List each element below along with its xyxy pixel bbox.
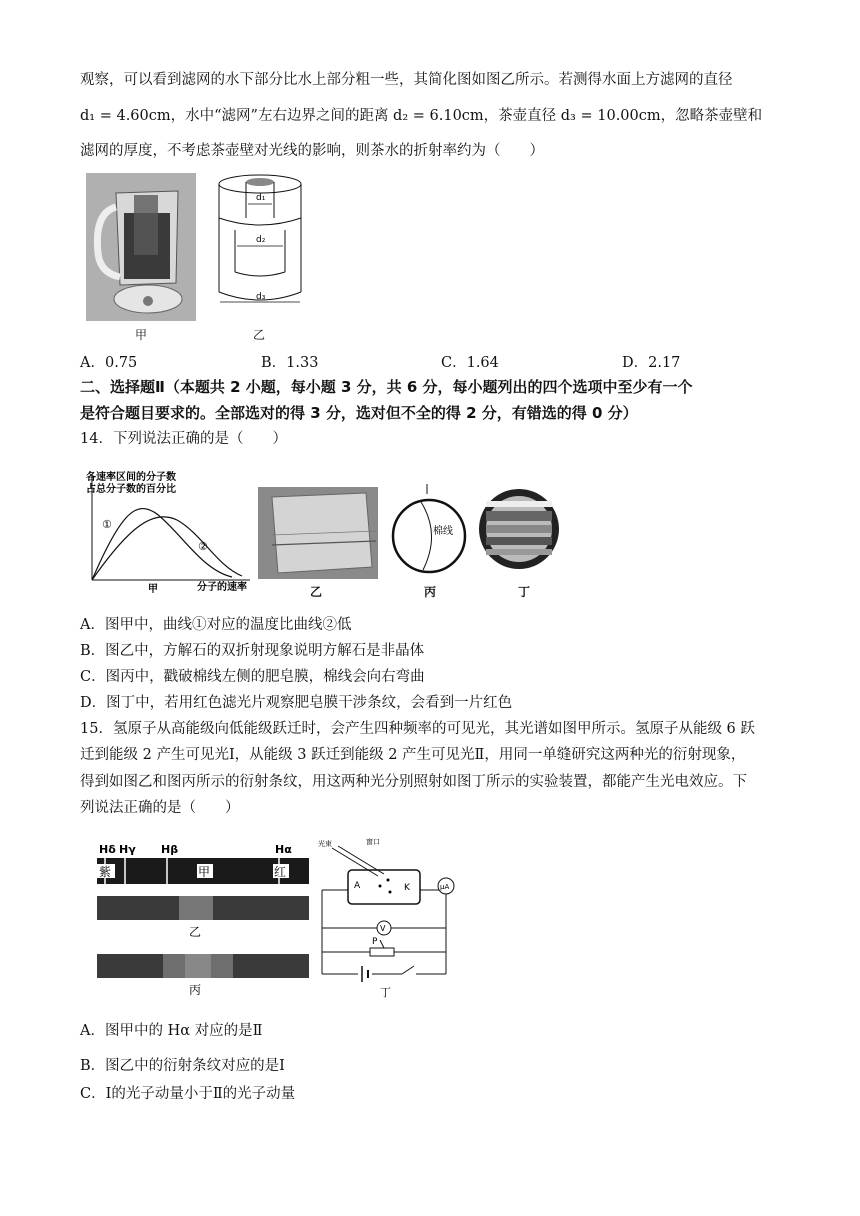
q13-stem-line2: d₁ = 4.60cm，水中“滤网”左右边界之间的距离 d₂ = 6.10cm，茶壶直径 d₃ = 10.00cm，忽略茶壶壁和 [80,108,763,124]
window-label: 窗口 [366,838,380,846]
fig15-yi-caption: 乙 [189,925,202,939]
q13-stem-line3: 滤网的厚度，不考虑茶壶壁对光线的影响，则茶水的折射率约为（ ） [80,143,544,159]
speed-distribution-graph [82,470,254,596]
hydrogen-spectra-figure [93,838,315,998]
calcite-photo [258,487,378,579]
h-beta-label: Hβ [161,843,179,856]
fig15-ding-caption: 丁 [380,986,391,999]
q14-stem: 14．下列说法正确的是（ ） [80,431,287,447]
fig14-jia-caption: 甲 [148,584,158,595]
q15-option-c: C．Ⅰ的光子动量小于Ⅱ的光子动量 [80,1086,296,1102]
filter-diagram [210,170,310,320]
teapot-photo [86,173,196,321]
soap-film-fringes [477,487,561,571]
q15-stem-line3: 得到如图乙和图丙所示的衍射条纹，用这两种光分别照射如图丁所示的实验装置，都能产生光电效应。下 [80,774,747,790]
graph-ylabel-2: 占总分子数的百分比 [86,484,176,495]
q15-stem-line1: 15．氢原子从高能级向低能级跃迁时，会产生四种频率的可见光，其光谱如图甲所示。氢原子从能级 6 跃 [80,721,755,737]
violet-label: 紫 [99,865,112,879]
fig13-yi-caption: 乙 [253,328,266,342]
q13-option-a: A．0.75 [80,355,138,371]
photoelectric-circuit [318,836,460,1000]
q14-option-b: B．图乙中，方解石的双折射现象说明方解石是非晶体 [80,643,425,659]
h-alpha-label: Hα [275,843,292,856]
h-gamma-label: Hγ [119,843,136,856]
curve-1-label: ① [102,518,112,531]
light-beam-label: 光束 [318,840,332,848]
q15-stem-line4: 列说法正确的是（ ） [80,800,240,816]
q14-option-d: D．图丁中，若用红色滤光片观察肥皂膜干涉条纹，会看到一片红色 [80,695,513,711]
thread-label: 棉线 [433,526,453,537]
q13-option-b: B．1.33 [261,355,319,371]
section2-heading-line2: 是符合题目要求的。全部选对的得 3 分，选对但不全的得 2 分，有错选的得 0 分） [80,404,638,422]
label-d2: d₂ [256,235,266,245]
fig13-jia-caption: 甲 [135,328,148,342]
soap-film-ring [389,484,471,584]
fig15-jia-caption: 甲 [198,865,211,879]
q13-stem-line1: 观察，可以看到滤网的水下部分比水上部分粗一些，其简化图如图乙所示。若测得水面上方滤网的直径 [80,72,733,88]
fig14-bing-caption: 丙 [424,585,437,599]
fig15-bing-caption: 丙 [189,983,202,997]
label-d3: d₃ [256,292,266,302]
curve-2-label: ② [198,540,208,553]
q15-option-b: B．图乙中的衍射条纹对应的是Ⅰ [80,1058,285,1074]
fig14-yi-caption: 乙 [310,585,323,599]
fig14-ding-caption: 丁 [518,585,531,599]
graph-ylabel-1: 各速率区间的分子数 [86,472,176,483]
q14-option-c: C．图丙中，戳破棉线左侧的肥皂膜，棉线会向右弯曲 [80,669,425,685]
voltmeter-label: V [380,924,386,933]
section2-heading-line1: 二、选择题Ⅱ（本题共 2 小题，每小题 3 分，共 6 分，每小题列出的四个选项中至少有一个 [80,378,693,396]
label-d1: d₁ [256,193,266,203]
red-label: 红 [274,865,287,879]
microammeter-label: μA [440,883,450,891]
q15-option-a: A．图甲中的 Hα 对应的是Ⅱ [80,1023,263,1039]
q15-stem-line2: 迁到能级 2 产生可见光Ⅰ，从能级 3 跃迁到能级 2 产生可见光Ⅱ，用同一单缝研究这两种光的衍射现象， [80,747,746,763]
rheostat-label: P [372,937,378,947]
anode-label: A [354,881,361,891]
q13-option-c: C．1.64 [441,355,499,371]
q13-option-d: D．2.17 [622,355,681,371]
q14-option-a: A．图甲中，曲线①对应的温度比曲线②低 [80,617,352,633]
cathode-label: K [404,883,410,893]
graph-xlabel: 分子的速率 [197,582,247,593]
h-delta-label: Hδ [99,843,116,856]
